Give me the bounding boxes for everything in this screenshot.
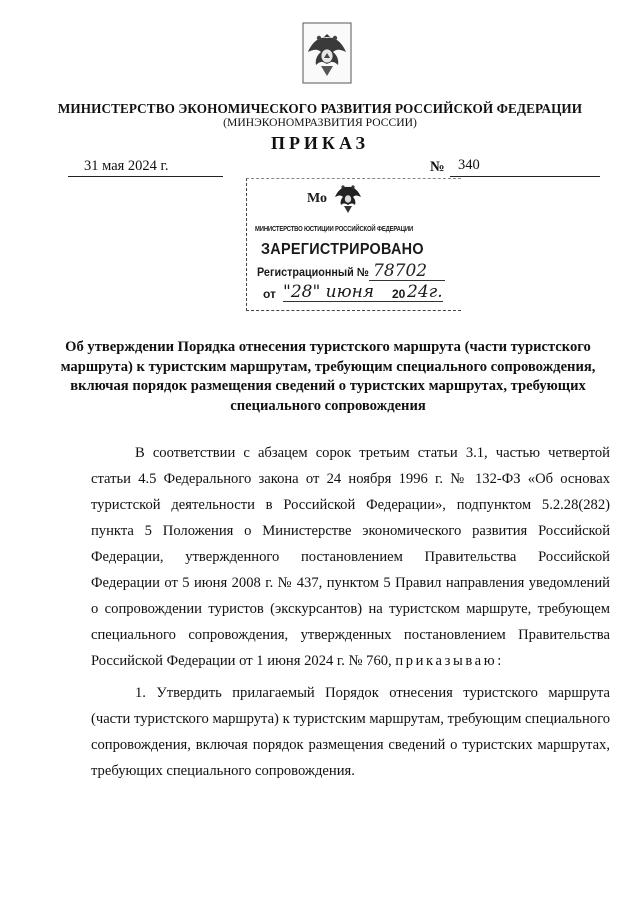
order-title: Об утверждении Порядка отнесения туристского маршрута (части туристского маршрута) к туристским маршрутам, требующим специального сопровождения, включая порядок размещения сведений о туристских маршрутах, требующих специального сопровождения [60,339,596,414]
stamp-year-prefix: 20 [392,287,406,301]
number-underline [450,176,600,177]
coat-of-arms-emblem [302,22,352,84]
ministry-name: МИНИСТЕРСТВО ЭКОНОМИЧЕСКОГО РАЗВИТИЯ РОССИЙСКОЙ ФЕДЕРАЦИИ [57,101,583,116]
stamp-eagle-icon [333,181,363,215]
stamp-date-prefix: от [263,287,276,301]
stamp-status: ЗАРЕГИСТРИРОВАНО [261,241,424,258]
preamble-text: В соответствии с абзацем сорок третьим статьи 3.1, частью четвертой статьи 4.5 Федерального закона от 24 ноября 1996 г. № 132-ФЗ «Об основах туристской деятельности в Российской Федерации», подпунктом 5.2.28(282) пункта 5 Положения о Министерстве экономического развития Российской Федерации, утвержденного постановлением Правительства Российской Федерации от 5 июня 2008 г. № 437, пунктом 5 Правил направления уведомлений о сопровождении туристов (экскурсантов) на туристском маршруте, требующем специального сопровождения, утвержденных постановлением Правительства Российской Федерации от 1 июня 2024 г. № 760, [91,445,610,669]
stamp-handwritten-date: "28" июня [283,282,375,302]
stamp-date-underline [283,301,443,302]
order-number: 340 [458,157,480,173]
stamp-registration-label: Регистрационный № [257,265,369,279]
preamble-paragraph [91,440,610,674]
date-underline [68,176,223,177]
stamp-handwritten-year: 24г. [407,282,443,302]
document-type: ПРИКАЗ [270,133,370,153]
stamp-organization: МИНИСТЕРСТВО ЮСТИЦИИ РОССИЙСКОЙ ФЕДЕРАЦИИ [255,224,414,233]
order-date: 31 мая 2024 г. [84,158,169,174]
item-1-paragraph: 1. Утвердить прилагаемый Порядок отнесения туристского маршрута (части туристского маршрута) к туристским маршрутам, требующим специального сопровождения, включая порядок размещения сведений о туристских маршрутах, требующих специального сопровождения. [91,685,610,779]
number-sign: № [430,159,445,175]
registration-stamp [246,178,461,311]
stamp-registration-number: 78702 [373,261,428,281]
stamp-registration-underline [369,280,445,281]
order-body [91,440,610,784]
stamp-city: Мо [307,191,328,206]
ministry-short-name: (МИНЭКОНОМРАЗВИТИЯ РОССИИ) [223,116,417,129]
order-word: приказываю: [395,653,504,669]
